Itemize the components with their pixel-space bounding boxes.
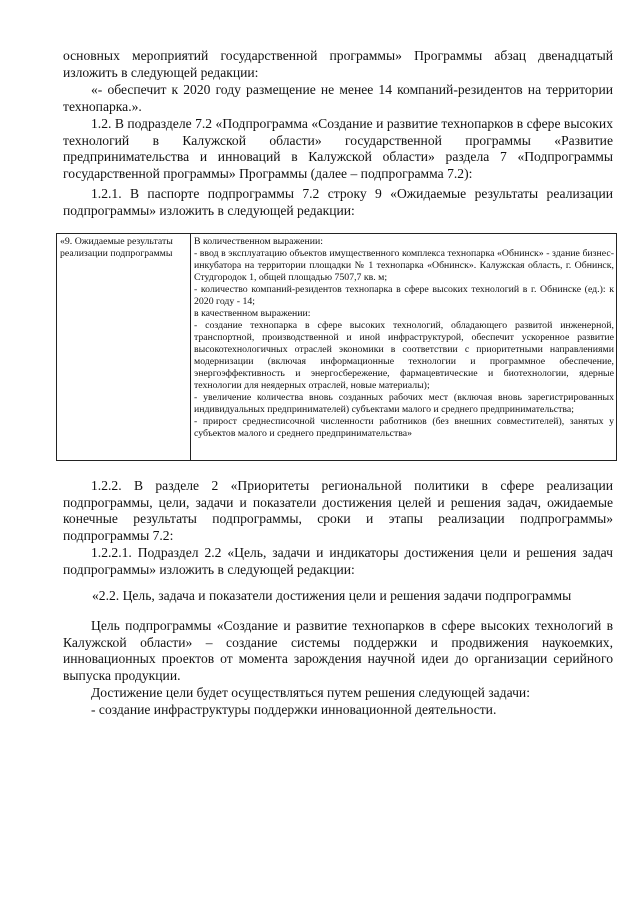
table-line: - количество компаний-резидентов технопарка в сфере высоких технологий в г. Обнинске (ед.): к 2020 году - 14;	[194, 284, 614, 307]
paragraph-9: - создание инфраструктуры поддержки инновационной деятельности.	[91, 702, 497, 717]
paragraph-7: Цель подпрограммы «Создание и развитие технопарков в сфере высоких технологий в Калужской области» – создание системы поддержки и продвижения наукоемких, инновационных проектов от момента зарождения научной идеи до организации серийного выпуска продукции.	[63, 618, 613, 683]
table-divider	[190, 234, 191, 460]
paragraph-6: 1.2.2.1. Подраздел 2.2 «Цель, задачи и индикаторы достижения цели и решения задач подпрограммы» изложить в следующей редакции:	[63, 545, 613, 577]
paragraph-8: Достижение цели будет осуществляться путем решения следующей задачи:	[91, 685, 530, 700]
results-table	[56, 233, 617, 461]
table-line: В количественном выражении:	[194, 236, 323, 247]
table-line: в качественном выражении:	[194, 308, 311, 319]
table-left-cell: «9. Ожидаемые результаты реализации подпрограммы	[60, 236, 173, 259]
table-line: - увеличение количества вновь созданных рабочих мест (включая вновь зарегистрированных индивидуальных предпринимателей) субъектами малого и среднего предпринимательства;	[194, 392, 614, 415]
paragraph-3: 1.2. В подразделе 7.2 «Подпрограмма «Создание и развитие технопарков в сфере высоких технологий в Калужской области» государственной программы «Развитие предпринимательства и инноваций в Калужской области» раздела 7 «Подпрограммы государственной программы» Программы (далее – подпрограмма 7.2):	[63, 116, 613, 181]
section-heading: «2.2. Цель, задача и показатели достижения цели и решения задачи подпрограммы	[92, 588, 572, 603]
table-line: - ввод в эксплуатацию объектов имущественного комплекса технопарка «Обнинск» - здание бизнес-инкубатора на территории площадки № 1 технопарка «Обнинск». Калужская область, г. Обнинск, Студгородок 1, общей площадью 7507,7 кв. м;	[194, 248, 614, 283]
paragraph-4: 1.2.1. В паспорте подпрограммы 7.2 строку 9 «Ожидаемые результаты реализации подпрограммы» изложить в следующей редакции:	[63, 186, 613, 218]
table-line: - прирост среднесписочной численности работников (без внешних совместителей), занятых у субъектов малого и среднего предпринимательства»	[194, 416, 614, 439]
paragraph-2: «- обеспечит к 2020 году размещение не менее 14 компаний-резидентов на территории технопарка.».	[63, 82, 613, 114]
table-right-cell	[194, 236, 614, 440]
table-line: - создание технопарка в сфере высоких технологий, обладающего развитой инженерной, транспортной, производственной и иной инфраструктурой, обеспечит ускоренное развитие высокотехнологичных отраслей экономики в соответствии с приоритетными направлениями модернизации (включая информационные технологии и программное обеспечение, энергоэффективность и энергосбережение, фармацевтические и биотехнологии, ядерные технологии для неядерных отраслей, новые материалы);	[194, 320, 614, 391]
paragraph-5: 1.2.2. В разделе 2 «Приоритеты региональной политики в сфере реализации подпрограммы, цели, задачи и показатели достижения целей и решения задач, ожидаемые конечные результаты подпрограммы, сроки и этапы реализации подпрограммы» подпрограммы 7.2:	[63, 478, 613, 543]
paragraph-1: основных мероприятий государственной программы» Программы абзац двенадцатый изложить в следующей редакции:	[63, 48, 613, 80]
